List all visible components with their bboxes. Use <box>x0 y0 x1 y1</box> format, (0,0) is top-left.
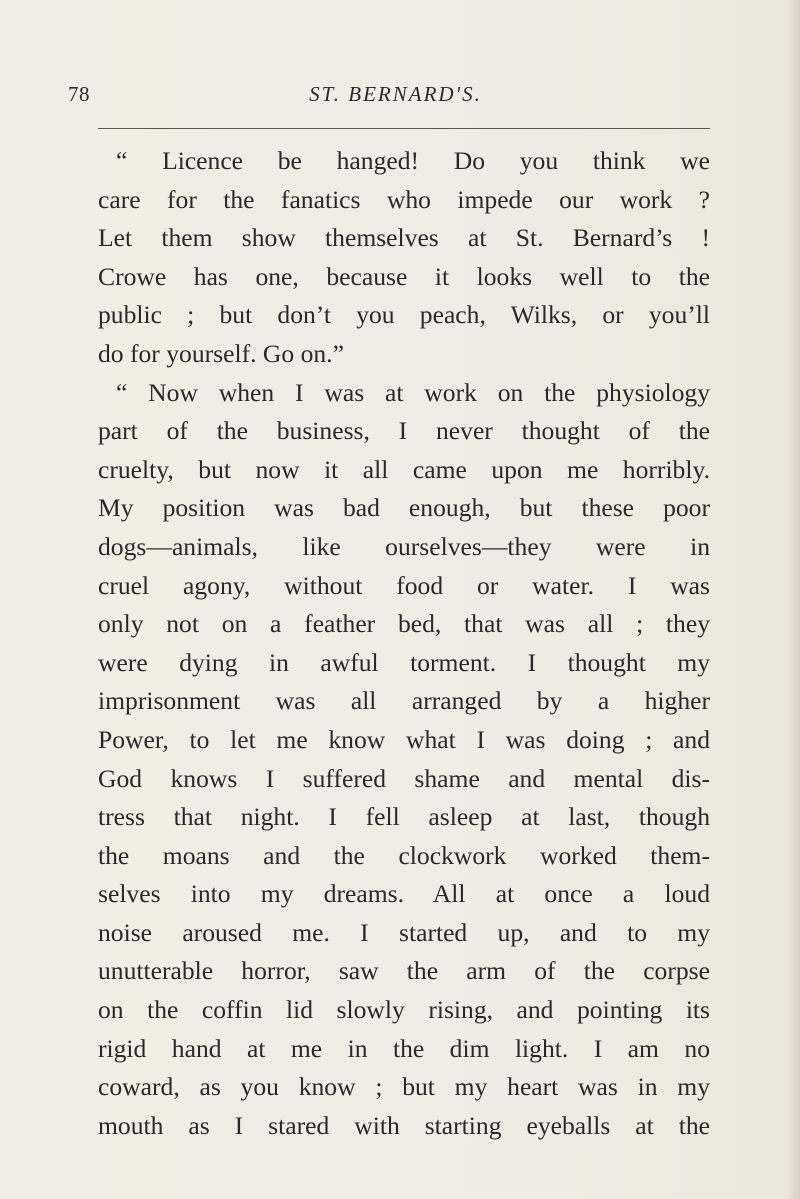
text-line: were dying in awful torment. I thought my <box>98 647 710 677</box>
text-line: imprisonment was all arranged by a higher <box>98 686 710 716</box>
text-line: cruel agony, without food or water. I was <box>98 570 710 600</box>
header-rule <box>98 128 710 129</box>
text-line: do for yourself. Go on.” <box>98 338 344 368</box>
page-number: 78 <box>68 82 90 106</box>
text-line: tress that night. I fell asleep at last, though <box>98 802 710 832</box>
text-line: noise aroused me. I started up, and to my <box>98 917 710 947</box>
text-line: My position was bad enough, but these poor <box>98 493 710 523</box>
text-line: cruelty, but now it all came upon me horribly. <box>98 454 710 484</box>
text-line: care for the fanatics who impede our work ? <box>98 184 710 214</box>
page-edge-shadow <box>786 0 800 1199</box>
text-line: rigid hand at me in the dim light. I am no <box>98 1033 710 1063</box>
text-line: part of the business, I never thought of the <box>98 416 710 446</box>
text-line: only not on a feather bed, that was all ; they <box>98 609 710 639</box>
text-line: on the coffin lid slowly rising, and pointing its <box>98 995 710 1025</box>
text-line: Let them show themselves at St. Bernard’s ! <box>98 223 710 253</box>
running-title: ST. BERNARD'S. <box>309 82 482 106</box>
text-line: “ Now when I was at work on the physiology <box>116 377 710 407</box>
body-text <box>98 142 710 1145</box>
text-line: unutterable horror, saw the arm of the corpse <box>98 956 710 986</box>
text-line: God knows I suffered shame and mental dis- <box>98 763 710 793</box>
page-header <box>68 78 723 118</box>
text-line: coward, as you know ; but my heart was in my <box>98 1072 710 1102</box>
text-line: public ; but don’t you peach, Wilks, or you’ll <box>98 300 710 330</box>
text-line: the moans and the clockwork worked them- <box>98 840 710 870</box>
text-line: Power, to let me know what I was doing ; and <box>98 724 710 754</box>
text-line: selves into my dreams. All at once a loud <box>98 879 710 909</box>
text-line: dogs—animals, like ourselves—they were in <box>98 531 710 561</box>
text-line: mouth as I stared with starting eyeballs at the <box>98 1110 710 1140</box>
text-line: Crowe has one, because it looks well to the <box>98 261 710 291</box>
text-line: “ Licence be hanged! Do you think we <box>116 146 710 175</box>
